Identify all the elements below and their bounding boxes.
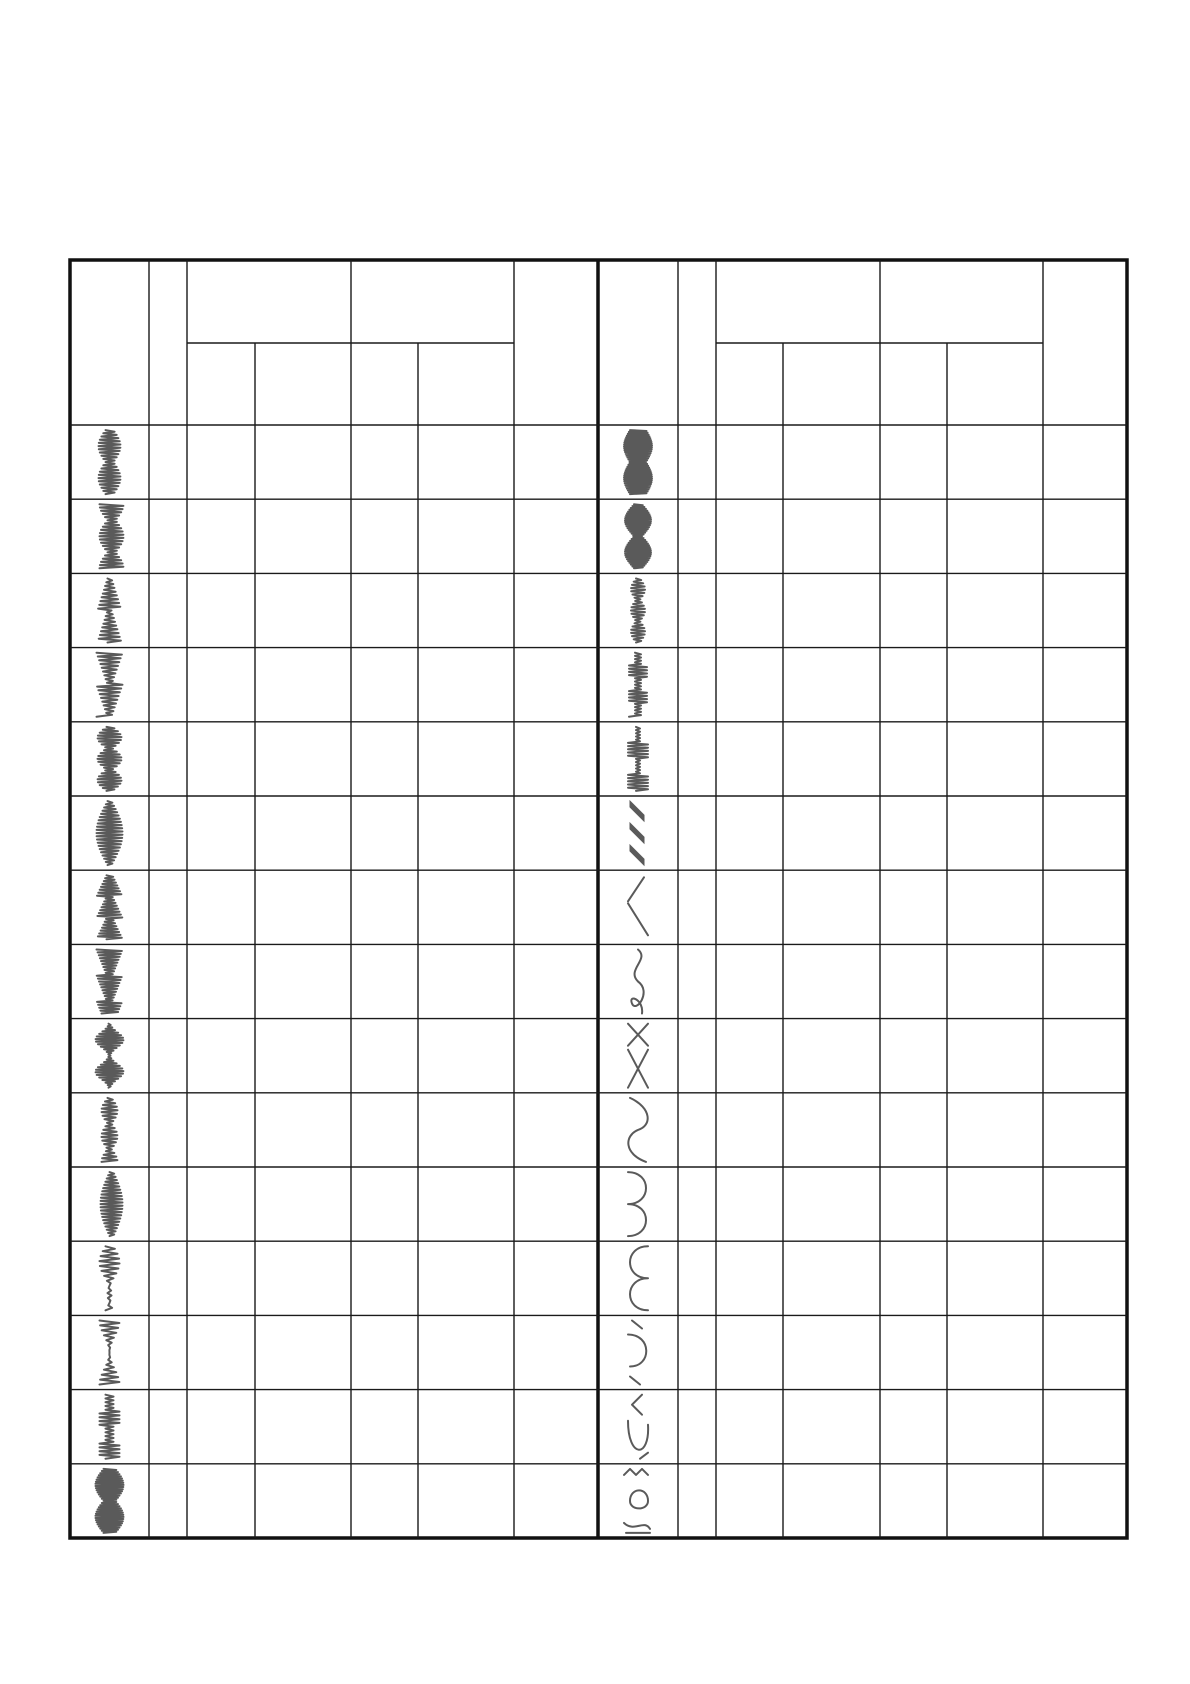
wave-hook-icon bbox=[628, 1321, 646, 1385]
diamond-zigzag-icon bbox=[97, 801, 123, 865]
step-zigzag-icon bbox=[628, 727, 648, 791]
satin-oval-icon bbox=[625, 504, 651, 568]
wave-zigzag-icon bbox=[102, 1098, 118, 1162]
greek-key-icon bbox=[629, 653, 647, 717]
zigzag-step-icon bbox=[100, 1246, 120, 1310]
scallop-line-right-icon bbox=[628, 1172, 646, 1236]
square-wave-zigzag-icon bbox=[100, 1395, 120, 1459]
table-grid bbox=[70, 260, 1127, 1538]
hook-arrow-icon bbox=[628, 1395, 648, 1459]
diamond-zigzag-right-icon bbox=[98, 727, 122, 791]
zigzag-slant-icon bbox=[100, 1321, 120, 1385]
sawtooth-left-icon bbox=[97, 950, 122, 1014]
stitch-glyphs bbox=[96, 430, 653, 1533]
serpentine-icon bbox=[628, 1098, 647, 1162]
triangle-zigzag-icon bbox=[98, 579, 121, 643]
scallop-line-left-icon bbox=[630, 1246, 648, 1310]
diamond-satin-icon bbox=[96, 1024, 124, 1088]
feather-wave-icon bbox=[631, 579, 645, 643]
bar-slant-icon bbox=[630, 801, 644, 865]
cross-stitch-icon bbox=[628, 1024, 648, 1088]
satin-scallop-icon bbox=[624, 430, 652, 494]
scallop-left-icon bbox=[100, 504, 124, 568]
sawtooth-right-icon bbox=[97, 875, 122, 939]
dense-scallop-icon bbox=[96, 1469, 124, 1533]
tulip-icon bbox=[624, 1469, 650, 1533]
leaf-zigzag-icon bbox=[101, 1172, 123, 1236]
chevron-line-icon bbox=[628, 877, 648, 935]
leaf-vine-icon bbox=[631, 950, 643, 1014]
scallop-right-icon bbox=[99, 430, 121, 494]
arrow-zigzag-icon bbox=[97, 653, 123, 717]
